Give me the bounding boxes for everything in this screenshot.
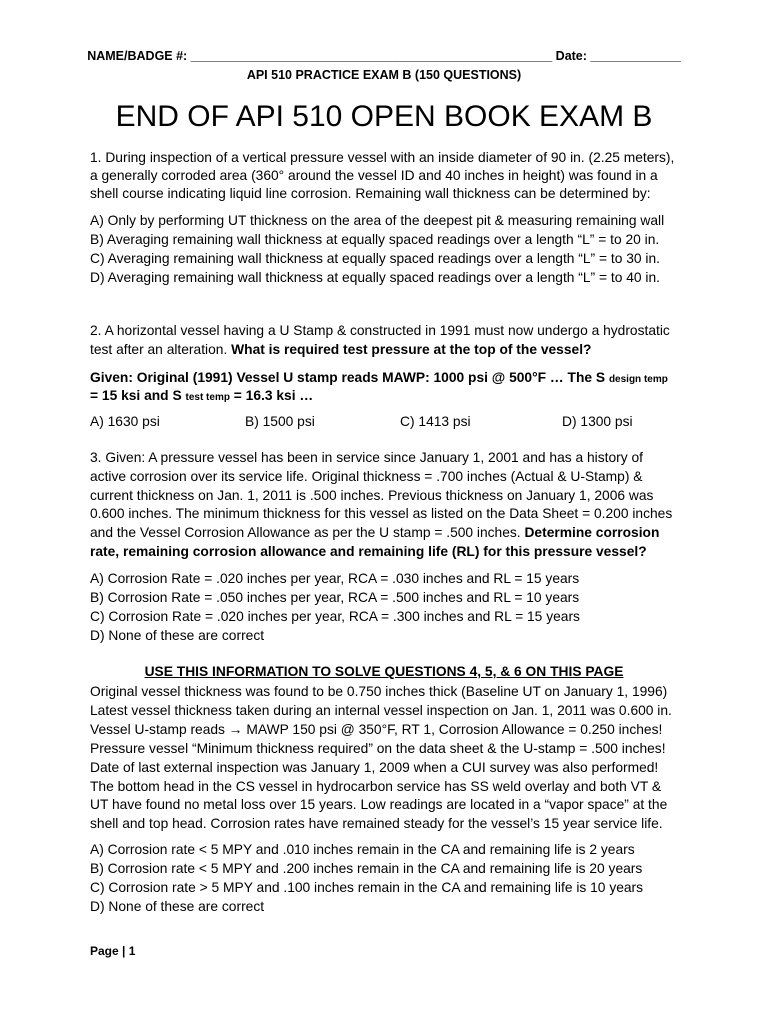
info-line-6: The bottom head in the CS vessel in hydrocarbon service has SS weld overlay and both VT & <box>90 779 662 794</box>
info-option-d: D) None of these are correct <box>90 899 265 914</box>
q2-given-line-2 <box>90 387 313 407</box>
q3-question-part-1: Determine corrosion <box>524 525 660 540</box>
info-line-3: Vessel U-stamp reads → MAWP 150 psi @ 350°F, RT 1, Corrosion Allowance = 0.250 inches! <box>90 722 663 737</box>
q1-option-d: D) Averaging remaining wall thickness at equally spaced readings over a length “L” = to 40 in. <box>90 270 660 285</box>
info-line-7: UT have found no metal loss over 15 years. Low readings are located in a “vapor space” at the <box>90 797 668 812</box>
exam-subtitle: API 510 PRACTICE EXAM B (150 QUESTIONS) <box>246 68 522 82</box>
q2-option-c: C) 1413 psi <box>400 414 471 429</box>
q2-design-temp-subscript: design temp <box>608 374 668 385</box>
q3-option-b: B) Corrosion Rate = .050 inches per year, RCA = .500 inches and RL = 10 years <box>90 590 580 605</box>
q2-question: What is required test pressure at the top of the vessel? <box>231 342 592 357</box>
q3-line-1: 3. Given: A pressure vessel has been in service since January 1, 2001 and has a history of <box>90 450 643 465</box>
info-line-2: Latest vessel thickness taken during an internal vessel inspection on Jan. 1, 2011 was 0.600 in. <box>90 703 672 718</box>
q2-given-stress: = 15 ksi and S <box>90 388 182 403</box>
q2-test-temp-subscript: test temp <box>185 392 230 403</box>
q1-option-c: C) Averaging remaining wall thickness at equally spaced readings over a length “L” = to 30 in. <box>90 251 660 266</box>
info-option-a: A) Corrosion rate < 5 MPY and .010 inches remain in the CA and remaining life is 2 years <box>90 842 635 857</box>
q3-option-c: C) Corrosion Rate = .020 inches per year, RCA = .300 inches and RL = 15 years <box>90 609 580 624</box>
q2-line-2-text: test after an alteration. <box>90 342 232 357</box>
q3-line-4: 0.600 inches. The minimum thickness for this vessel as listed on the Data Sheet = 0.200 inches <box>90 506 673 521</box>
info-line-5: Date of last external inspection was January 1, 2009 when a CUI survey was also performed! <box>90 760 659 775</box>
q2-given-line-1 <box>90 369 668 389</box>
q1-option-a: A) Only by performing UT thickness on the area of the deepest pit & measuring remaining wall <box>90 213 665 228</box>
q1-line-1: 1. During inspection of a vertical pressure vessel with an inside diameter of 90 in. (2.25 meters), <box>90 150 675 165</box>
page-title: END OF API 510 OPEN BOOK EXAM B <box>115 100 653 133</box>
q1-line-2: a generally corroded area (360° around the vessel ID and 40 inches in height) was found in a <box>90 168 658 183</box>
q2-line-2 <box>90 341 591 359</box>
q2-option-a: A) 1630 psi <box>90 414 160 429</box>
q3-line-2: active corrosion over its service life. Original thickness = .700 inches (Actual & U-Stamp) & <box>90 469 643 484</box>
info-option-c: C) Corrosion rate > 5 MPY and .100 inches remain in the CA and remaining life is 10 years <box>90 880 644 895</box>
info-line-1: Original vessel thickness was found to be 0.750 inches thick (Baseline UT on January 1, 1996) <box>90 684 668 699</box>
page-number: Page | 1 <box>90 944 136 958</box>
info-heading: USE THIS INFORMATION TO SOLVE QUESTIONS 4, 5, & 6 ON THIS PAGE <box>144 664 624 679</box>
q3-option-d: D) None of these are correct <box>90 628 265 643</box>
q1-option-b: B) Averaging remaining wall thickness at equally spaced readings over a length “L” = to 20 in. <box>90 232 660 247</box>
name-badge-date-line: NAME/BADGE #: ____________________________________________________ Date: _____________ <box>87 49 681 63</box>
info-line-4: Pressure vessel “Minimum thickness required” on the data sheet & the U-stamp = .500 inches! <box>90 741 666 756</box>
q2-given-text: Given: Original (1991) Vessel U stamp reads MAWP: 1000 psi @ 500°F … The S <box>90 370 606 385</box>
info-option-b: B) Corrosion rate < 5 MPY and .200 inches remain in the CA and remaining life is 20 years <box>90 861 643 876</box>
q3-line-3: current thickness on Jan. 1, 2011 is .500 inches. Previous thickness on January 1, 2006 was <box>90 488 654 503</box>
q2-given-test-stress: = 16.3 ksi … <box>233 388 314 403</box>
q3-line-5-text: and the Vessel Corrosion Allowance as per the U stamp = .500 inches. <box>90 525 525 540</box>
q2-line-1: 2. A horizontal vessel having a U Stamp & constructed in 1991 must now undergo a hydrostatic <box>90 323 670 338</box>
q2-option-d: D) 1300 psi <box>562 414 633 429</box>
q3-question-part-2: rate, remaining corrosion allowance and remaining life (RL) for this pressure vessel? <box>90 544 647 559</box>
q2-option-b: B) 1500 psi <box>245 414 315 429</box>
q3-line-5 <box>90 524 659 542</box>
info-line-8: shell and top head. Corrosion rates have remained steady for the vessel’s 15 year service life. <box>90 816 663 831</box>
q1-line-3: shell course indicating liquid line corrosion. Remaining wall thickness can be determined by: <box>90 186 651 201</box>
q3-option-a: A) Corrosion Rate = .020 inches per year, RCA = .030 inches and RL = 15 years <box>90 571 580 586</box>
